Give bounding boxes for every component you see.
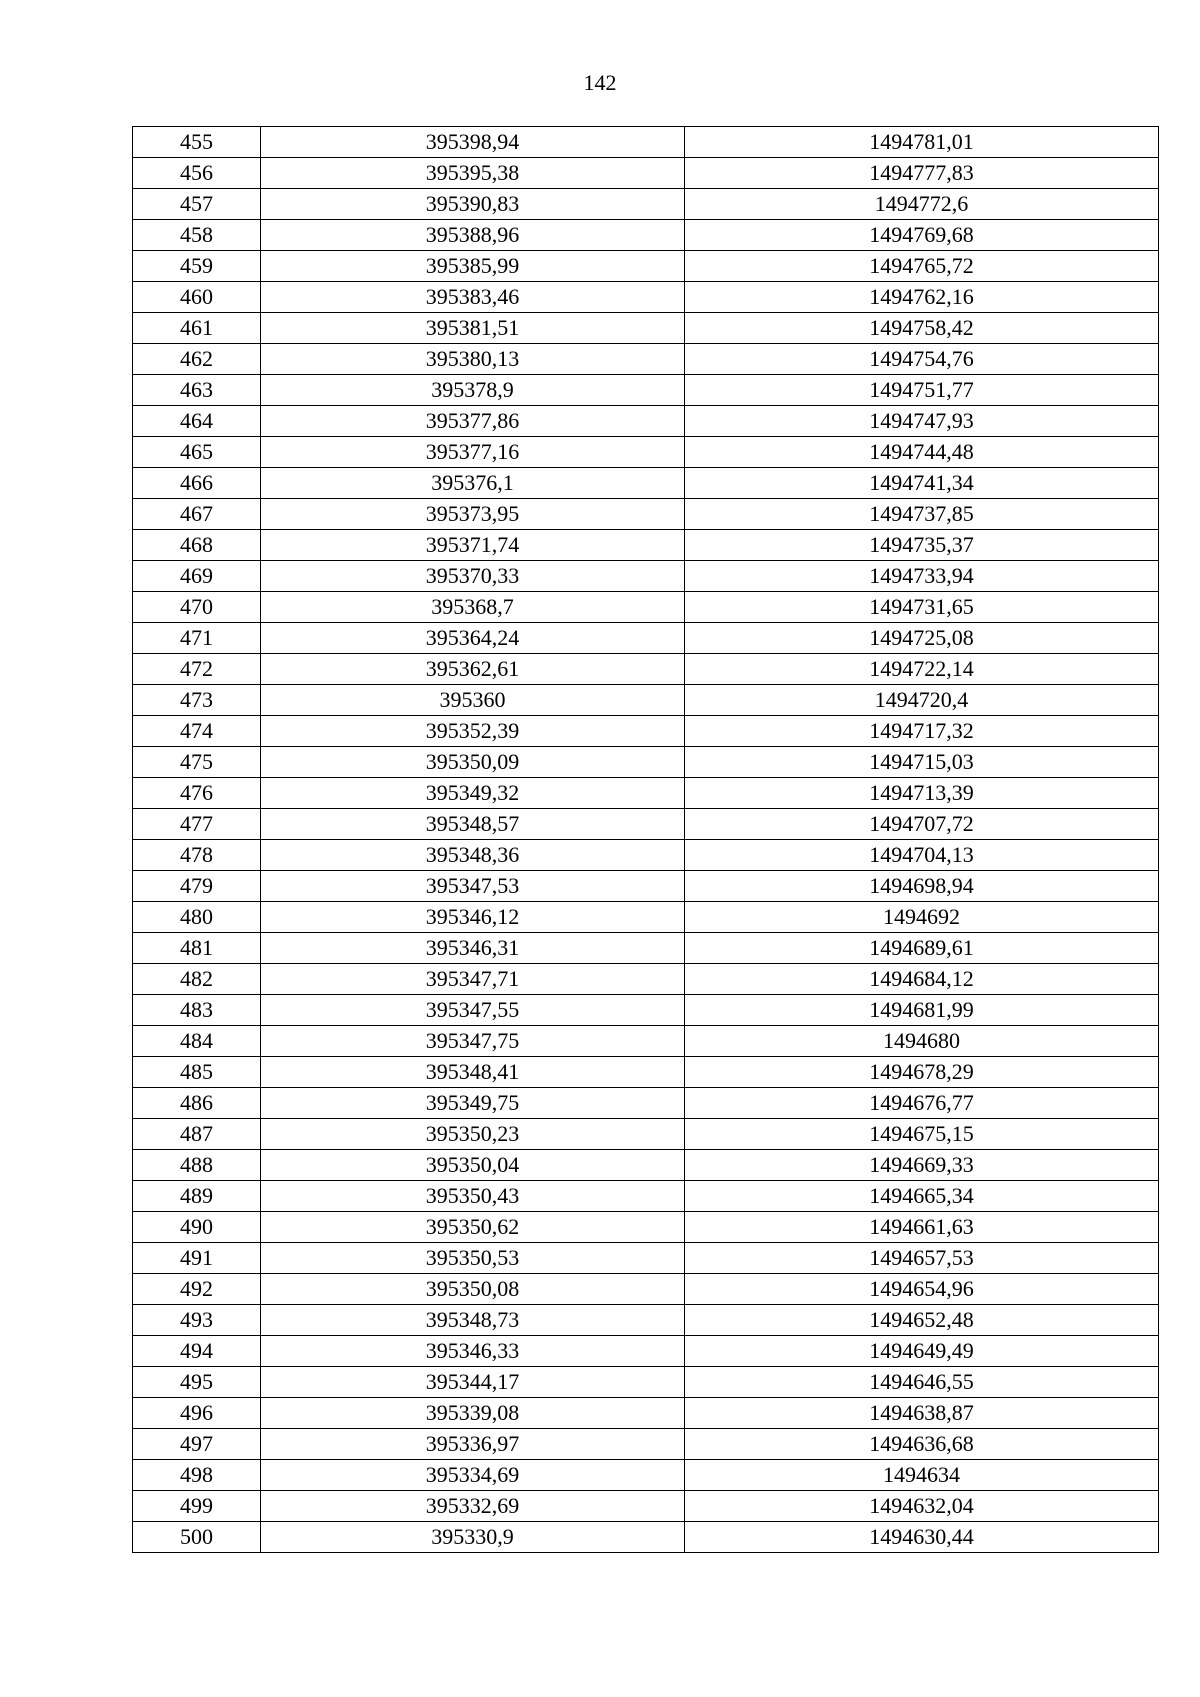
point-number-cell: 468 (133, 530, 261, 561)
y-coordinate-cell: 1494751,77 (685, 375, 1159, 406)
table-row (133, 561, 1159, 592)
point-number-cell: 485 (133, 1057, 261, 1088)
point-number-cell: 487 (133, 1119, 261, 1150)
page-number: 142 (583, 70, 617, 95)
point-number-cell: 483 (133, 995, 261, 1026)
y-coordinate-cell: 1494720,4 (685, 685, 1159, 716)
x-coordinate-cell: 395334,69 (261, 1460, 685, 1491)
y-coordinate-cell: 1494715,03 (685, 747, 1159, 778)
y-coordinate-cell: 1494692 (685, 902, 1159, 933)
x-coordinate-cell: 395347,75 (261, 1026, 685, 1057)
x-coordinate-cell: 395348,57 (261, 809, 685, 840)
table-row (133, 437, 1159, 468)
table-row (133, 871, 1159, 902)
x-coordinate-cell: 395385,99 (261, 251, 685, 282)
x-coordinate-cell: 395362,61 (261, 654, 685, 685)
point-number-cell: 496 (133, 1398, 261, 1429)
y-coordinate-cell: 1494707,72 (685, 809, 1159, 840)
point-number-cell: 478 (133, 840, 261, 871)
x-coordinate-cell: 395364,24 (261, 623, 685, 654)
x-coordinate-cell: 395346,33 (261, 1336, 685, 1367)
y-coordinate-cell: 1494765,72 (685, 251, 1159, 282)
table-row (133, 1243, 1159, 1274)
y-coordinate-cell: 1494689,61 (685, 933, 1159, 964)
x-coordinate-cell: 395347,53 (261, 871, 685, 902)
table-row (133, 933, 1159, 964)
point-number-cell: 459 (133, 251, 261, 282)
y-coordinate-cell: 1494744,48 (685, 437, 1159, 468)
point-number-cell: 456 (133, 158, 261, 189)
y-coordinate-cell: 1494649,49 (685, 1336, 1159, 1367)
x-coordinate-cell: 395346,12 (261, 902, 685, 933)
point-number-cell: 463 (133, 375, 261, 406)
coordinates-table-body (133, 127, 1159, 1553)
x-coordinate-cell: 395350,09 (261, 747, 685, 778)
y-coordinate-cell: 1494777,83 (685, 158, 1159, 189)
x-coordinate-cell: 395344,17 (261, 1367, 685, 1398)
y-coordinate-cell: 1494636,68 (685, 1429, 1159, 1460)
x-coordinate-cell: 395336,97 (261, 1429, 685, 1460)
y-coordinate-cell: 1494678,29 (685, 1057, 1159, 1088)
x-coordinate-cell: 395383,46 (261, 282, 685, 313)
table-row (133, 809, 1159, 840)
point-number-cell: 497 (133, 1429, 261, 1460)
table-row (133, 1150, 1159, 1181)
y-coordinate-cell: 1494638,87 (685, 1398, 1159, 1429)
table-row (133, 747, 1159, 778)
point-number-cell: 474 (133, 716, 261, 747)
y-coordinate-cell: 1494630,44 (685, 1522, 1159, 1553)
table-row (133, 1305, 1159, 1336)
point-number-cell: 476 (133, 778, 261, 809)
table-row (133, 1460, 1159, 1491)
y-coordinate-cell: 1494747,93 (685, 406, 1159, 437)
point-number-cell: 494 (133, 1336, 261, 1367)
table-row (133, 1181, 1159, 1212)
y-coordinate-cell: 1494762,16 (685, 282, 1159, 313)
point-number-cell: 500 (133, 1522, 261, 1553)
point-number-cell: 465 (133, 437, 261, 468)
x-coordinate-cell: 395360 (261, 685, 685, 716)
point-number-cell: 471 (133, 623, 261, 654)
y-coordinate-cell: 1494737,85 (685, 499, 1159, 530)
x-coordinate-cell: 395350,43 (261, 1181, 685, 1212)
x-coordinate-cell: 395350,53 (261, 1243, 685, 1274)
point-number-cell: 479 (133, 871, 261, 902)
point-number-cell: 489 (133, 1181, 261, 1212)
table-row (133, 1491, 1159, 1522)
table-row (133, 654, 1159, 685)
table-row (133, 313, 1159, 344)
y-coordinate-cell: 1494713,39 (685, 778, 1159, 809)
table-row (133, 251, 1159, 282)
x-coordinate-cell: 395350,04 (261, 1150, 685, 1181)
table-row (133, 902, 1159, 933)
y-coordinate-cell: 1494681,99 (685, 995, 1159, 1026)
y-coordinate-cell: 1494772,6 (685, 189, 1159, 220)
y-coordinate-cell: 1494704,13 (685, 840, 1159, 871)
table-row (133, 127, 1159, 158)
x-coordinate-cell: 395350,23 (261, 1119, 685, 1150)
y-coordinate-cell: 1494698,94 (685, 871, 1159, 902)
point-number-cell: 475 (133, 747, 261, 778)
table-row (133, 1212, 1159, 1243)
table-row (133, 592, 1159, 623)
table-row (133, 1088, 1159, 1119)
x-coordinate-cell: 395348,41 (261, 1057, 685, 1088)
y-coordinate-cell: 1494769,68 (685, 220, 1159, 251)
point-number-cell: 499 (133, 1491, 261, 1522)
y-coordinate-cell: 1494669,33 (685, 1150, 1159, 1181)
table-row (133, 530, 1159, 561)
point-number-cell: 493 (133, 1305, 261, 1336)
y-coordinate-cell: 1494646,55 (685, 1367, 1159, 1398)
y-coordinate-cell: 1494754,76 (685, 344, 1159, 375)
point-number-cell: 473 (133, 685, 261, 716)
x-coordinate-cell: 395348,73 (261, 1305, 685, 1336)
y-coordinate-cell: 1494781,01 (685, 127, 1159, 158)
x-coordinate-cell: 395347,71 (261, 964, 685, 995)
y-coordinate-cell: 1494654,96 (685, 1274, 1159, 1305)
coordinates-table (132, 126, 1159, 1553)
point-number-cell: 457 (133, 189, 261, 220)
point-number-cell: 472 (133, 654, 261, 685)
point-number-cell: 470 (133, 592, 261, 623)
x-coordinate-cell: 395350,08 (261, 1274, 685, 1305)
point-number-cell: 492 (133, 1274, 261, 1305)
table-row (133, 623, 1159, 654)
point-number-cell: 488 (133, 1150, 261, 1181)
x-coordinate-cell: 395388,96 (261, 220, 685, 251)
point-number-cell: 462 (133, 344, 261, 375)
table-row (133, 778, 1159, 809)
point-number-cell: 477 (133, 809, 261, 840)
y-coordinate-cell: 1494733,94 (685, 561, 1159, 592)
table-row (133, 1119, 1159, 1150)
y-coordinate-cell: 1494676,77 (685, 1088, 1159, 1119)
table-row (133, 375, 1159, 406)
x-coordinate-cell: 395381,51 (261, 313, 685, 344)
y-coordinate-cell: 1494680 (685, 1026, 1159, 1057)
y-coordinate-cell: 1494652,48 (685, 1305, 1159, 1336)
table-row (133, 344, 1159, 375)
x-coordinate-cell: 395377,86 (261, 406, 685, 437)
x-coordinate-cell: 395346,31 (261, 933, 685, 964)
table-row (133, 716, 1159, 747)
table-row (133, 1367, 1159, 1398)
x-coordinate-cell: 395368,7 (261, 592, 685, 623)
y-coordinate-cell: 1494725,08 (685, 623, 1159, 654)
y-coordinate-cell: 1494731,65 (685, 592, 1159, 623)
x-coordinate-cell: 395339,08 (261, 1398, 685, 1429)
table-row (133, 468, 1159, 499)
x-coordinate-cell: 395332,69 (261, 1491, 685, 1522)
point-number-cell: 480 (133, 902, 261, 933)
x-coordinate-cell: 395330,9 (261, 1522, 685, 1553)
table-row (133, 1274, 1159, 1305)
table-row (133, 1398, 1159, 1429)
x-coordinate-cell: 395350,62 (261, 1212, 685, 1243)
point-number-cell: 469 (133, 561, 261, 592)
x-coordinate-cell: 395371,74 (261, 530, 685, 561)
table-row (133, 189, 1159, 220)
table-row (133, 1429, 1159, 1460)
table-row (133, 282, 1159, 313)
point-number-cell: 455 (133, 127, 261, 158)
table-row (133, 964, 1159, 995)
point-number-cell: 495 (133, 1367, 261, 1398)
x-coordinate-cell: 395349,75 (261, 1088, 685, 1119)
y-coordinate-cell: 1494632,04 (685, 1491, 1159, 1522)
point-number-cell: 482 (133, 964, 261, 995)
x-coordinate-cell: 395378,9 (261, 375, 685, 406)
y-coordinate-cell: 1494665,34 (685, 1181, 1159, 1212)
y-coordinate-cell: 1494758,42 (685, 313, 1159, 344)
table-row (133, 1522, 1159, 1553)
x-coordinate-cell: 395352,39 (261, 716, 685, 747)
point-number-cell: 481 (133, 933, 261, 964)
table-row (133, 158, 1159, 189)
x-coordinate-cell: 395398,94 (261, 127, 685, 158)
y-coordinate-cell: 1494735,37 (685, 530, 1159, 561)
table-row (133, 406, 1159, 437)
x-coordinate-cell: 395370,33 (261, 561, 685, 592)
x-coordinate-cell: 395349,32 (261, 778, 685, 809)
point-number-cell: 458 (133, 220, 261, 251)
y-coordinate-cell: 1494661,63 (685, 1212, 1159, 1243)
x-coordinate-cell: 395390,83 (261, 189, 685, 220)
x-coordinate-cell: 395347,55 (261, 995, 685, 1026)
y-coordinate-cell: 1494675,15 (685, 1119, 1159, 1150)
table-row (133, 1026, 1159, 1057)
table-row (133, 1057, 1159, 1088)
point-number-cell: 490 (133, 1212, 261, 1243)
x-coordinate-cell: 395395,38 (261, 158, 685, 189)
table-row (133, 685, 1159, 716)
x-coordinate-cell: 395380,13 (261, 344, 685, 375)
point-number-cell: 466 (133, 468, 261, 499)
y-coordinate-cell: 1494741,34 (685, 468, 1159, 499)
table-row (133, 220, 1159, 251)
point-number-cell: 464 (133, 406, 261, 437)
table-row (133, 499, 1159, 530)
x-coordinate-cell: 395376,1 (261, 468, 685, 499)
x-coordinate-cell: 395377,16 (261, 437, 685, 468)
y-coordinate-cell: 1494717,32 (685, 716, 1159, 747)
point-number-cell: 484 (133, 1026, 261, 1057)
table-row (133, 840, 1159, 871)
point-number-cell: 498 (133, 1460, 261, 1491)
point-number-cell: 461 (133, 313, 261, 344)
y-coordinate-cell: 1494634 (685, 1460, 1159, 1491)
point-number-cell: 486 (133, 1088, 261, 1119)
table-row (133, 1336, 1159, 1367)
point-number-cell: 491 (133, 1243, 261, 1274)
point-number-cell: 460 (133, 282, 261, 313)
point-number-cell: 467 (133, 499, 261, 530)
x-coordinate-cell: 395373,95 (261, 499, 685, 530)
table-row (133, 995, 1159, 1026)
y-coordinate-cell: 1494722,14 (685, 654, 1159, 685)
y-coordinate-cell: 1494684,12 (685, 964, 1159, 995)
y-coordinate-cell: 1494657,53 (685, 1243, 1159, 1274)
x-coordinate-cell: 395348,36 (261, 840, 685, 871)
